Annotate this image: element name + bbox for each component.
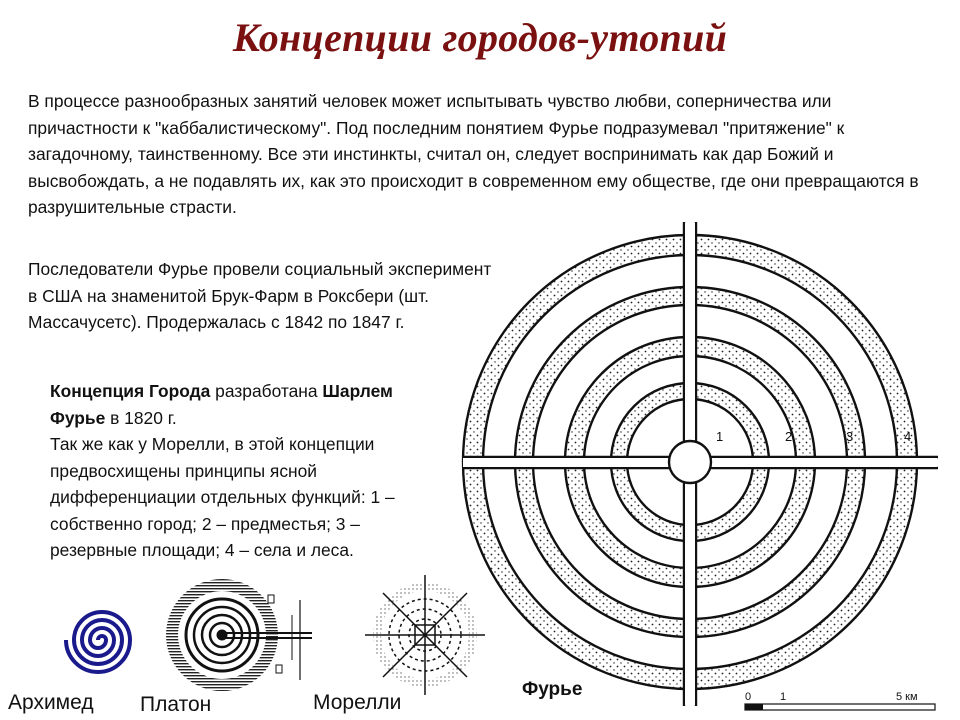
scale-bar: [745, 691, 935, 710]
page-title: Концепции городов-утопий: [232, 15, 728, 60]
caption-archimedes: Архимед: [8, 691, 94, 714]
plato-city-diagram: [172, 585, 312, 685]
concept-body: Так же как у Морелли, в этой концепции предвосхищены принципы ясной дифференциации отдельных функций: 1 – собственно город; 2 – предместья; 3 – резервные площади; 4 – села и леса.: [50, 434, 395, 560]
scale-label-1: 1: [780, 691, 787, 703]
caption-morelli: Морелли: [313, 691, 402, 714]
concept-text-developed: разработана: [210, 381, 323, 401]
zone-label-4: 4: [904, 429, 912, 444]
zone-label-1: 1: [716, 429, 724, 444]
concept-bold-city: Концепция Города: [50, 381, 211, 401]
zone-label-2: 2: [785, 429, 793, 444]
scale-label-5km: 5 км: [896, 691, 918, 703]
caption-fourier: Фурье: [522, 679, 583, 700]
concept-text-year: в 1820 г.: [105, 407, 177, 428]
morelli-city-diagram: [365, 575, 485, 695]
archimedes-spiral: [66, 612, 130, 672]
caption-plato: Платон: [140, 693, 212, 716]
fourier-city-diagram: [462, 222, 938, 706]
zone-label-3: 3: [846, 429, 854, 444]
experiment-paragraph: Последователи Фурье провели социальный эксперимент в США на знаменитой Брук-Фарм в Роксбери (шт. Массачусетс). Продержалась с 1842 по 1847 г.: [28, 259, 492, 332]
intro-paragraph: В процессе разнообразных занятий человек может испытывать чувство любви, соперничества или причастности к "каббалистическому". Под последним понятием Фурье подразумевал "притяжение" к загадочному, таинственному. Все эти инстинкты, считал он, следует воспринимать как дар Божий и высвобождать, а не подавлять их, как это происходит в современном ему обществе, где они превращаются в разрушительные страсти.: [28, 91, 919, 217]
concept-bold-fourier: Шарлем Фурье: [50, 381, 393, 428]
scale-label-0: 0: [745, 691, 752, 703]
